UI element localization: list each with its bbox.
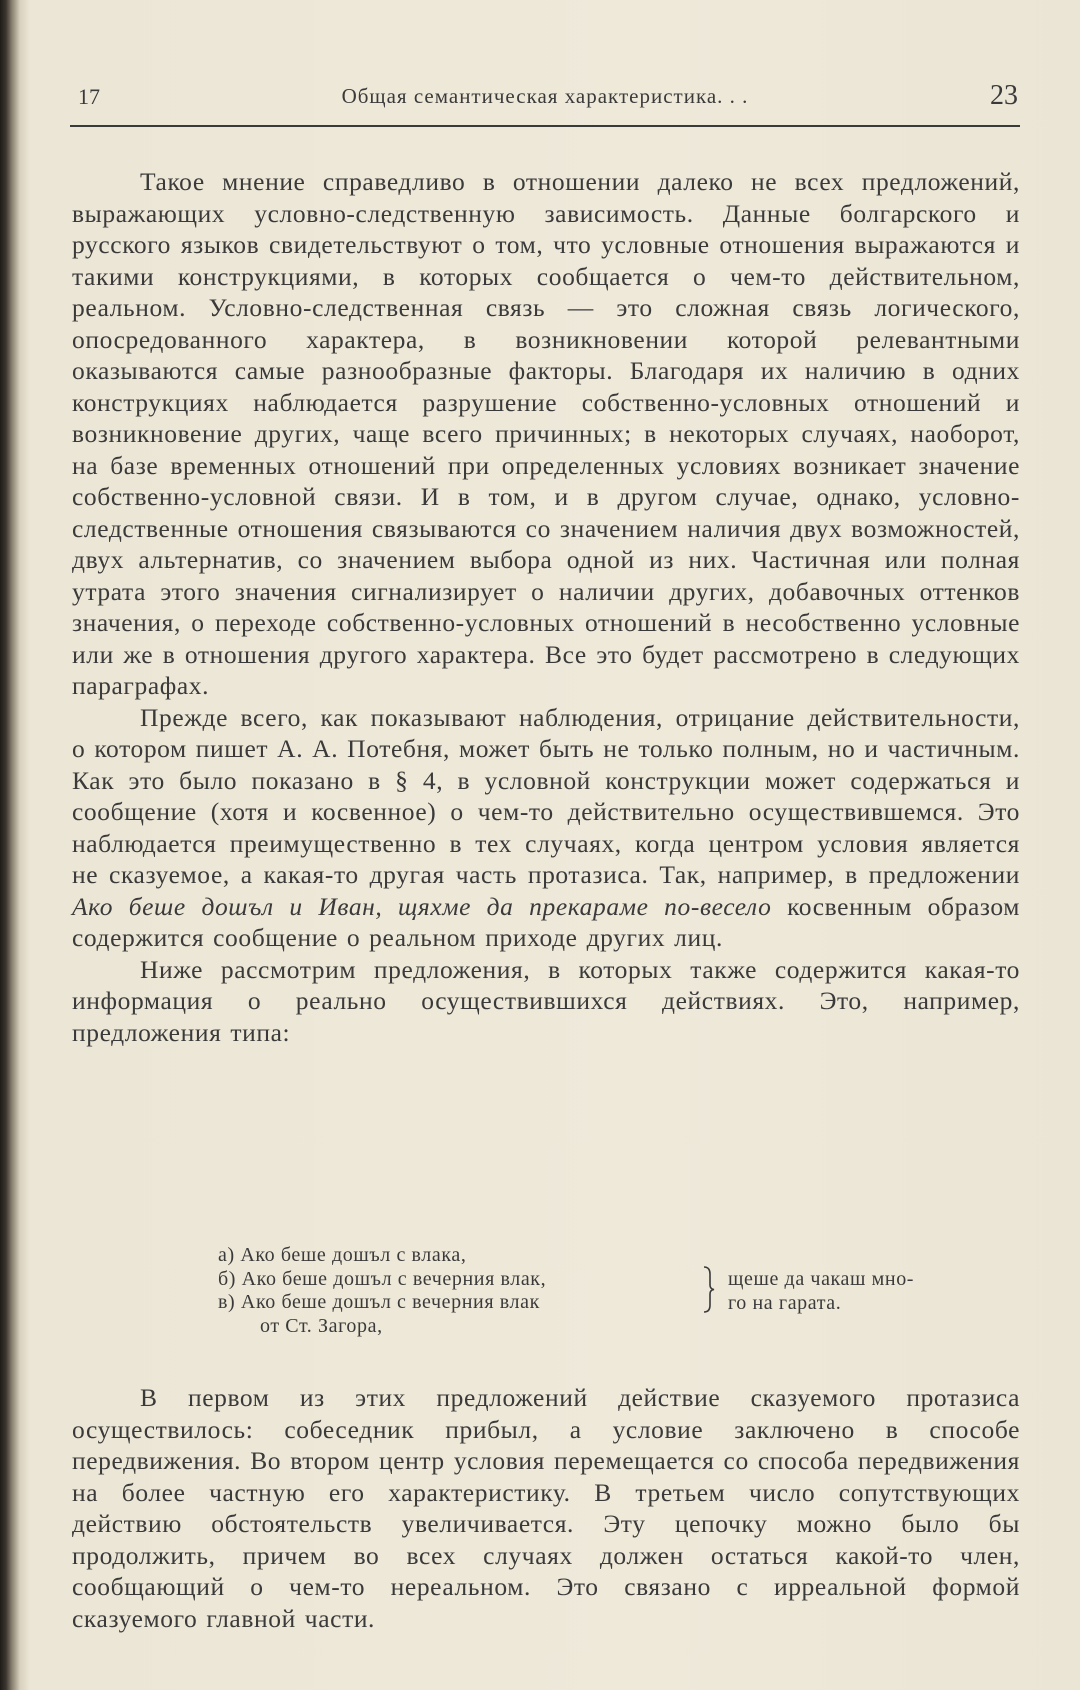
running-header: [70, 78, 1020, 118]
consequence-line-1: щеше да чакаш мно-: [728, 1268, 915, 1290]
consequence-line-2: го на гарата.: [728, 1291, 842, 1314]
final-text: [72, 1382, 1020, 1634]
example-a: а) Ако беше дошъл с влака,: [218, 1244, 467, 1266]
running-title: Общая семантическая характеристика. . .: [341, 84, 749, 108]
main-text: [72, 166, 1020, 1048]
example-conditions: [218, 1244, 678, 1338]
example-c: в) Ако беше дошъл с вечерния влак: [218, 1291, 540, 1313]
section-number: 17: [78, 84, 100, 109]
page-number: 23: [990, 80, 1018, 111]
paragraph-1: Такое мнение справедливо в отношении далеко не всех предложений, выражающих условно-следственную зависимость. Данные болгарского и русского языков свидетельствуют о том, что условные отношения выражаются и такими конструкциями, в которых сообщается о чем-то действительном, реальном. Условно-следственная связь — это сложная связь логического, опосредованного характера, в возникновении которой релевантными оказываются самые разнообразные факторы. Благодаря их наличию в одних конструкциях наблюдается разрушение собственно-условных отношений и возникновение других, чаще всего причинных; в некоторых случаях, наоборот, на базе временных отношений при определенных условиях возникает значение собственно-условной связи. И в том, и в другом случае, однако, условно-следственные отношения связываются со значением наличия двух возможностей, двух альтернатив, со значением выбора одной из них. Частичная или полная утрата этого значения сигнализирует о наличии других, добавочных оттенков значения, о переходе собственно-условных отношений в несобственно условные или же в отношения другого характера. Все это будет рассмотрено в следующих параграфах.: [72, 167, 1020, 700]
header-rule: [70, 125, 1020, 127]
example-b: б) Ако беше дошъл с вечерния влак,: [218, 1267, 547, 1290]
paragraph-2-start: Прежде всего, как показывают наблюдения, отрицание действительности, о котором пишет А. А. Потебня, может быть не только полным, но и частичным. Как это было показано в § 4, в условной конструкции может содержаться и сообщение (хотя и косвенное) о чем-то действительно осуществившемся. Это наблюдается преимущественно в тех случаях, когда центром условия является не сказуемое, а какая-то другая часть протазиса. Так, например, в предложении: [72, 702, 1020, 889]
paragraph-3: Ниже рассмотрим предложения, в которых также содержится какая-то информация о реально осуществившихся действиях. Это, например, предложения типа:: [72, 954, 1020, 1047]
example-consequence: [728, 1268, 1028, 1315]
example-sentence-italic: Ако беше дошъл и Иван, щяхме да прекараме по-весело: [72, 891, 772, 921]
example-c-continuation: от Ст. Загора,: [260, 1314, 383, 1337]
paragraph-2: [72, 702, 1020, 954]
paragraph-4: В первом из этих предложений действие сказуемого протазиса осуществилось: собеседник прибыл, а условие заключено в способе передвижения. Во втором центр условия перемещается со способа передвижения на более частную его характеристику. В третьем число сопутствующих действию обстоятельств увеличивается. Эту цепочку можно было бы продолжить, причем во всех случаях должен остаться какой-то член, сообщающий о чем-то нереальном. Это связано с ирреальной формой сказуемого главной части.: [72, 1383, 1020, 1633]
brace-icon: [702, 1266, 716, 1313]
paragraph-2-end: косвенным образом содержится сообщение о реальном приходе других лиц.: [72, 891, 1020, 952]
